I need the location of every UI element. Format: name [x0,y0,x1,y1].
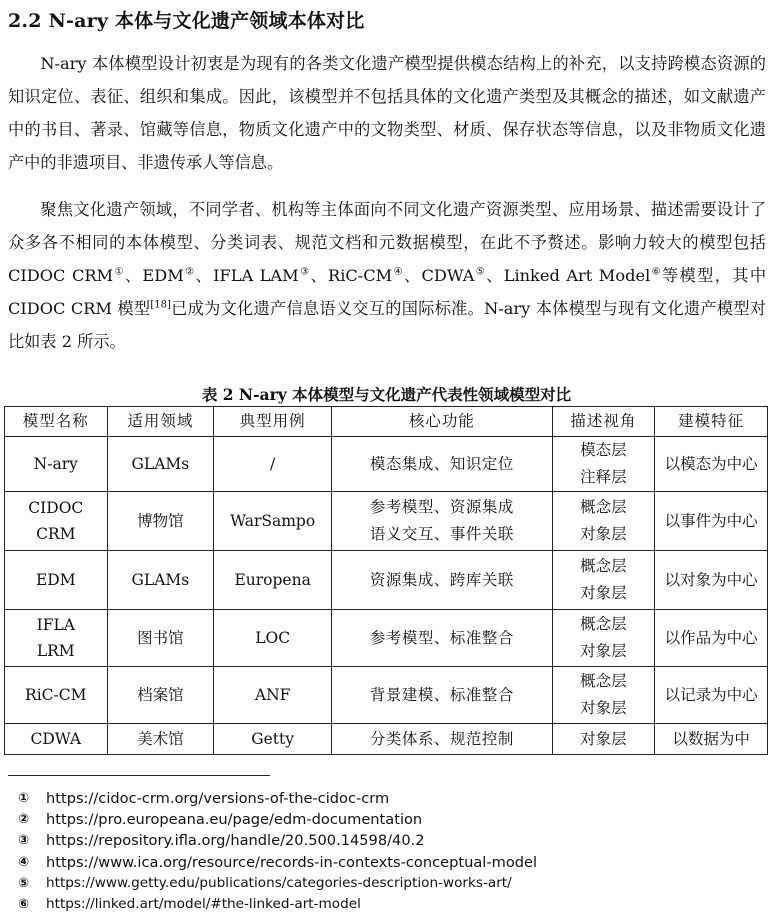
cell-feature: 以对象为中心 [655,551,768,610]
cell-domain: 博物馆 [107,492,214,551]
header-function: 核心功能 [332,407,552,437]
header-view: 描述视角 [552,407,655,437]
para2-text-3: 、IFLA LAM [195,266,299,285]
cell-function: 模态集成、知识定位 [332,437,552,492]
cell-example: ANF [214,667,332,724]
header-example: 典型用例 [214,407,332,437]
cell-function: 分类体系、规范控制 [332,724,552,755]
cell-example: Europena [214,551,332,610]
cell-function: 背景建模、标准整合 [332,667,552,724]
footnote-marker: ① [18,791,30,806]
cell-domain: 美术馆 [107,724,214,755]
header-domain: 适用领域 [107,407,214,437]
footnote-item [18,873,766,894]
cell-model-name: CDWA [5,724,108,755]
para2-text-7: 等模型，其中 CIDOC CRM 模型 [8,266,767,318]
table-row [5,610,768,667]
footnote-ref-4[interactable]: ④ [392,266,404,278]
footnote-ref-2[interactable]: ② [183,266,196,278]
cell-example: / [214,437,332,492]
footnote-marker: ⑤ [18,875,30,891]
para2-text-8: 已成为文化遗产信息语义交互的国际标准。N-ary 本体模型与现有文化遗产模型对比如表 2 所示。 [8,299,766,351]
cell-view: 对象层 [552,724,655,755]
para2-text-6: 、Linked Art Model [486,266,651,285]
footnote-marker: ② [18,812,30,828]
table-row [5,492,768,551]
cell-model-name: RiC-CM [5,667,108,724]
cell-feature: 以作品为中心 [655,610,768,667]
cell-model-name: N-ary [5,437,108,492]
table-caption: 表 2 N-ary 本体模型与文化遗产代表性领域模型对比 [201,385,572,404]
footnote-list [18,788,766,915]
comparison-table [4,406,768,755]
cell-domain: GLAMs [107,437,214,492]
footnote-link[interactable]: https://www.getty.edu/publications/categories-description-works-art/ [46,874,512,891]
footnote-link[interactable]: https://cidoc-crm.org/versions-of-the-cidoc-crm [46,790,390,807]
cell-view: 概念层 对象层 [552,492,655,551]
footnote-ref-6[interactable]: ⑥ [650,266,662,278]
cell-view: 概念层 对象层 [552,551,655,610]
footnote-marker: ④ [18,854,30,870]
table-row [5,724,768,755]
footnote-item [18,809,766,830]
section-heading: 2.2 N-ary 本体与文化遗产领域本体对比 [8,10,365,32]
header-model-name: 模型名称 [5,407,108,437]
cell-domain: GLAMs [107,551,214,610]
cell-function: 参考模型、资源集成 语义交互、事件关联 [332,492,552,551]
footnote-marker: ⑥ [18,897,30,913]
footnote-item [18,788,766,809]
footnote-item [18,852,766,873]
cell-view: 模态层 注释层 [552,437,655,492]
footnote-ref-5[interactable]: ⑤ [474,266,487,278]
header-feature: 建模特征 [655,407,768,437]
footnote-ref-1[interactable]: ① [113,266,125,278]
footnote-marker: ③ [18,833,30,849]
cell-model-name: EDM [5,551,108,610]
footnote-link[interactable]: https://repository.ifla.org/handle/20.500.14598/40.2 [46,832,425,850]
citation-ref[interactable]: [18] [150,299,171,311]
cell-model-name: CIDOC CRM [5,492,108,551]
para2-text-5: 、CDWA [403,266,475,285]
cell-function: 资源集成、跨库关联 [332,551,552,610]
cell-model-name: IFLA LRM [5,610,108,667]
cell-example: Getty [214,724,332,755]
cell-example: LOC [214,610,332,667]
para2-text-2: 、EDM [124,266,184,285]
table-header-row [5,407,768,437]
footnote-divider [8,775,270,776]
cell-domain: 档案馆 [107,667,214,724]
table-row [5,667,768,724]
footnote-link[interactable]: https://linked.art/model/#the-linked-art-model [46,896,361,913]
footnote-item [18,894,766,915]
footnote-ref-3[interactable]: ③ [298,266,311,278]
cell-function: 参考模型、标准整合 [332,610,552,667]
cell-feature: 以模态为中心 [655,437,768,492]
footnote-item [18,830,766,851]
cell-view: 概念层 对象层 [552,610,655,667]
paragraph-models [8,193,766,358]
table-row [5,551,768,610]
cell-feature: 以记录为中心 [655,667,768,724]
cell-feature: 以事件为中心 [655,492,768,551]
paragraph-intro: N-ary 本体模型设计初衷是为现有的各类文化遗产模型提供模态结构上的补充，以支持跨模态资源的知识定位、表征、组织和集成。因此，该模型并不包括具体的文化遗产类型及其概念的描述，如文献遗产中的书目、著录、馆藏等信息，物质文化遗产中的文物类型、材质、保存状态等信息，以及非物质文化遗产中的非遗项目、非遗传承人等信息。 [8,54,766,172]
cell-domain: 图书馆 [107,610,214,667]
footnote-link[interactable]: https://pro.europeana.eu/page/edm-documentation [46,811,423,829]
table-row [5,437,768,492]
para2-text-1: 聚焦文化遗产领域，不同学者、机构等主体面向不同文化遗产资源类型、应用场景、描述需要设计了众多各不相同的本体模型、分类词表、规范文档和元数据模型，在此不予赘述。影响力较大的模型包括 CIDOC CRM [8,200,766,285]
cell-view: 概念层 对象层 [552,667,655,724]
footnote-link[interactable]: https://www.ica.org/resource/records-in-contexts-conceptual-model [46,853,538,871]
cell-example: WarSampo [214,492,332,551]
para2-text-4: 、RiC-CM [310,266,393,285]
cell-feature: 以数据为中 [655,724,768,755]
